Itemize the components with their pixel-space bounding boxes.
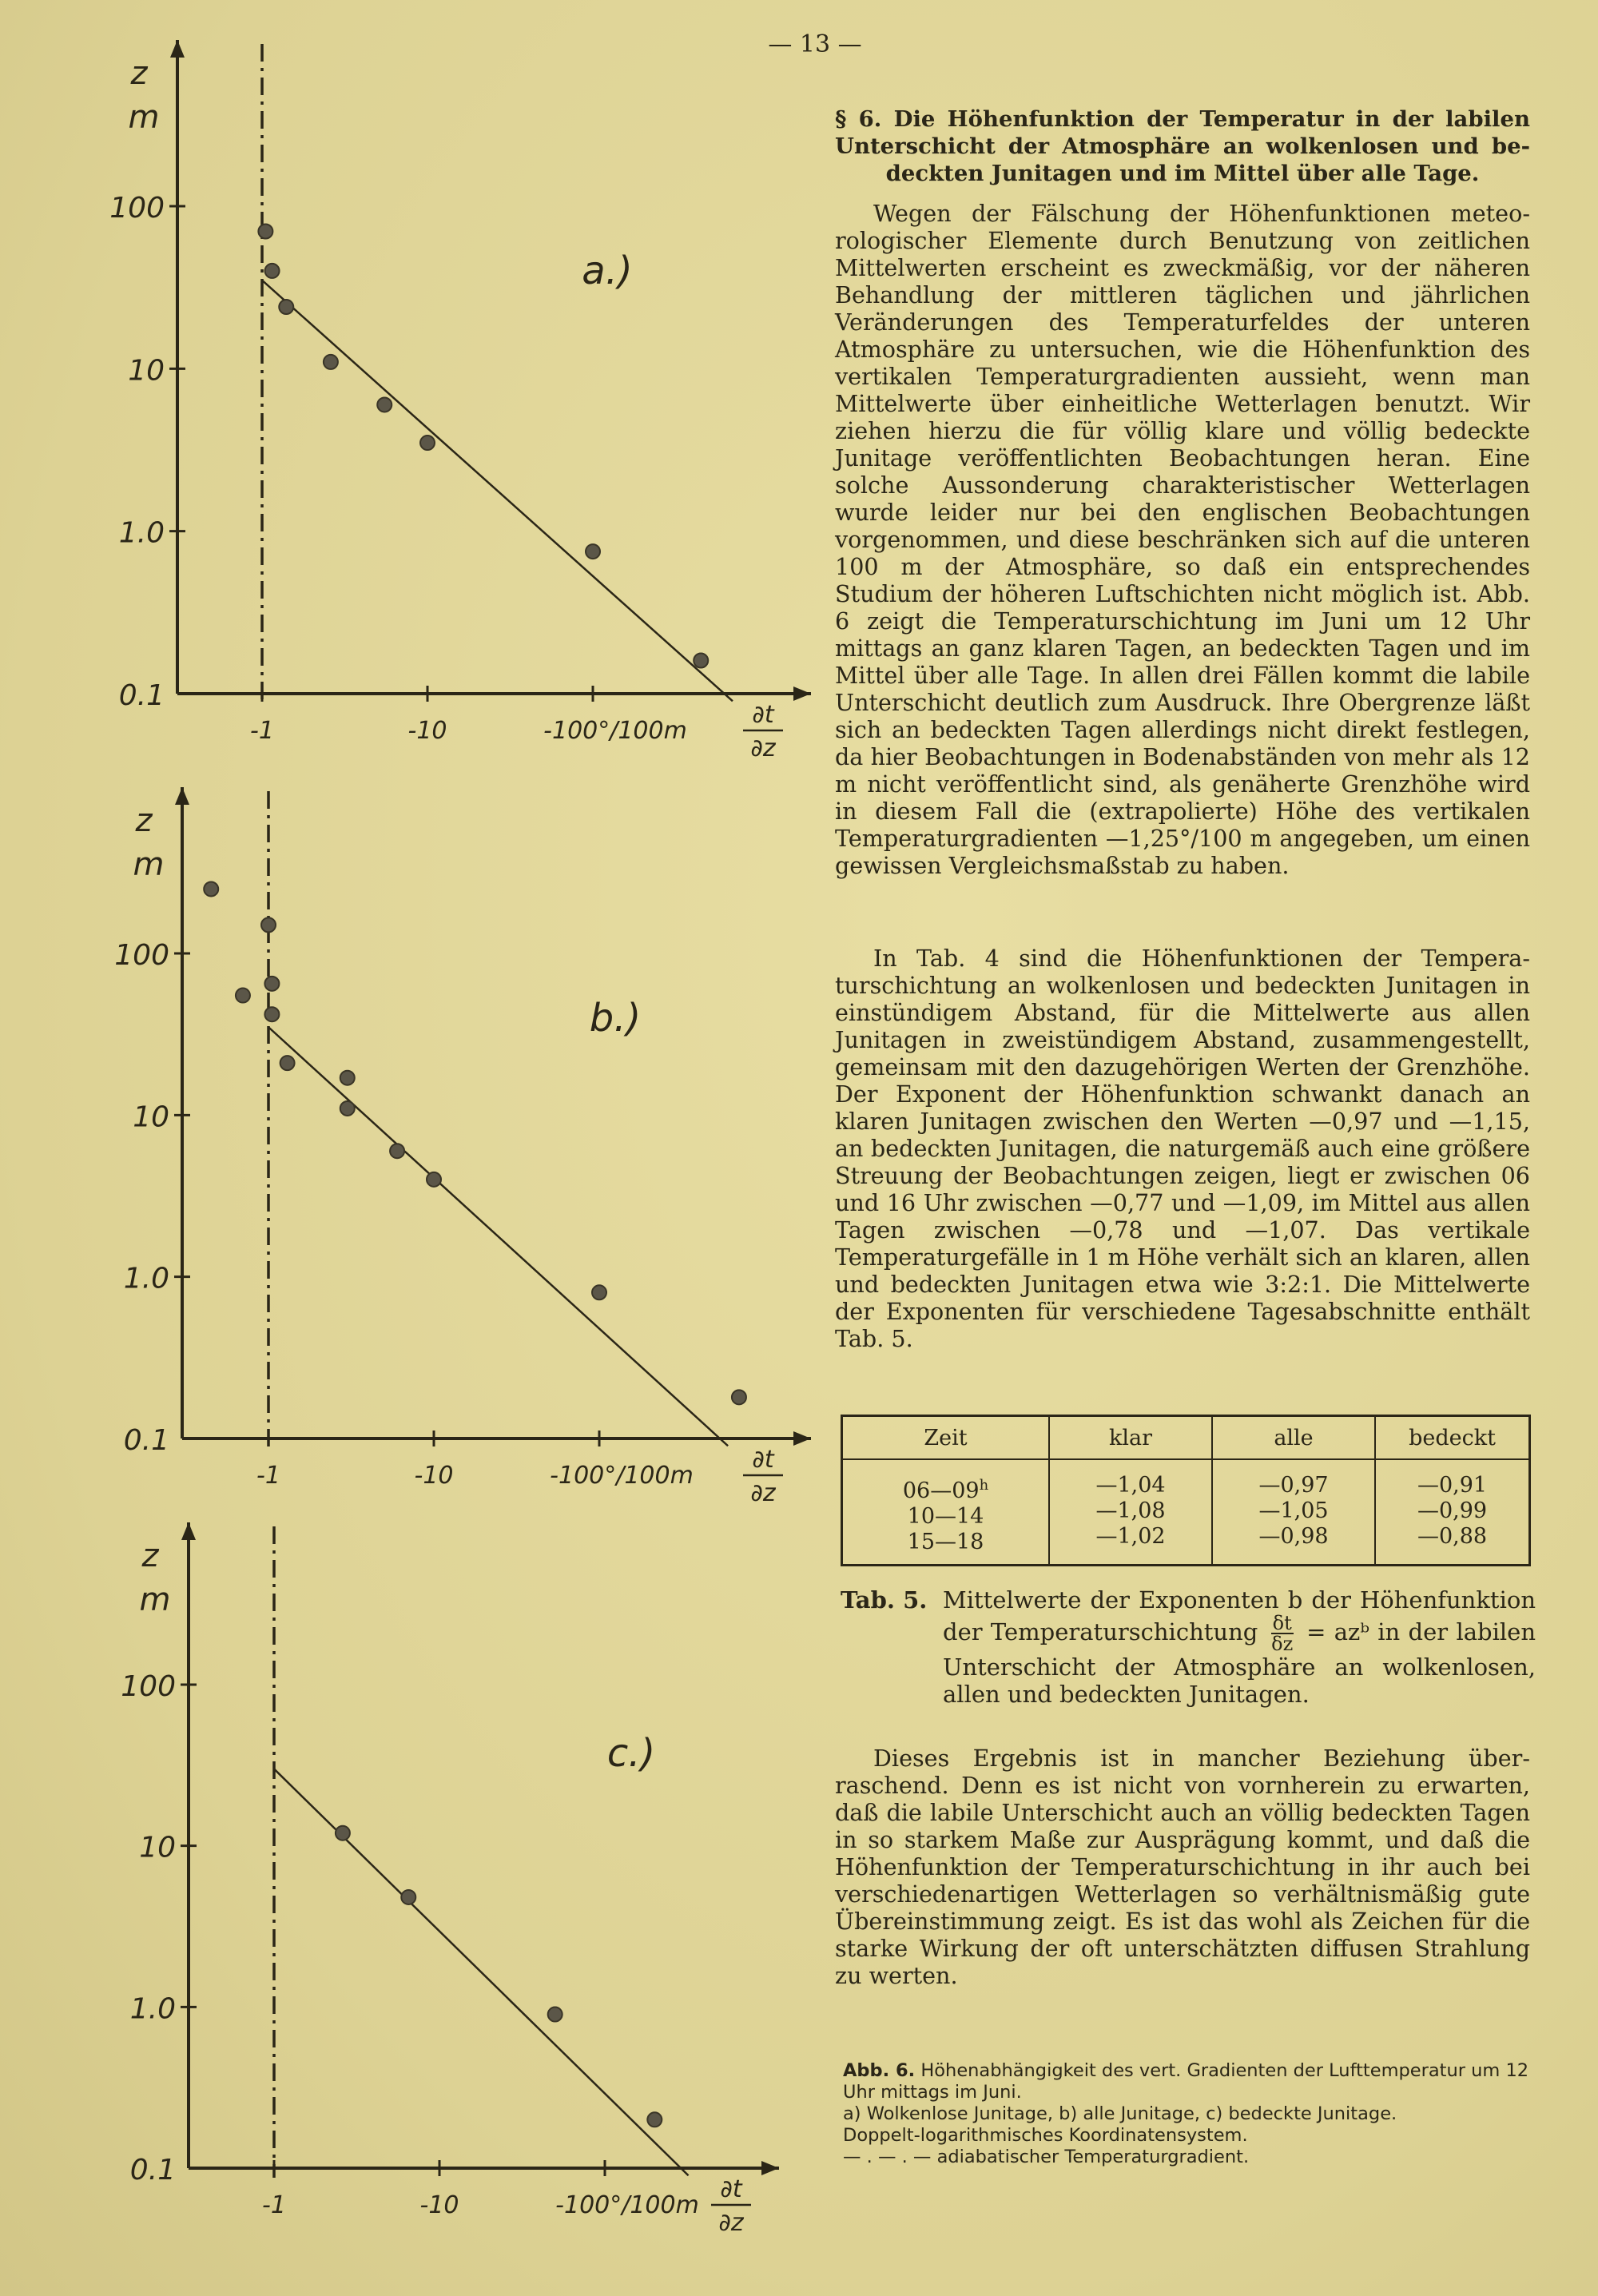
table-cell: —0,98 [1258,1524,1329,1549]
table-cell: 10—14 [907,1504,984,1529]
x-tick-label: -100°/100m [555,2191,699,2219]
table-cell: —0,91 [1417,1473,1488,1498]
y-axis-unit: m [133,846,165,883]
y-axis-label: z [130,55,148,92]
table-cell: 06—09$^h$ [902,1477,989,1503]
table-cell: 15—18 [907,1530,984,1554]
data-point [340,1071,355,1085]
data-point [258,224,272,238]
x-tick-label: -10 [419,2191,459,2219]
table-cell: —0,97 [1258,1473,1329,1498]
section-heading [835,105,1530,187]
figure-caption-line: — . — . — adiabatischer Temperaturgradient. [843,2147,1250,2167]
table-caption-label: Tab. 5. [841,1586,928,1614]
fit-line [262,281,733,702]
data-point [401,1890,415,1904]
y-tick-label: 1.0 [118,516,165,550]
data-point [324,355,338,369]
y-tick-label: 1.0 [123,1262,169,1295]
paragraph-text: Dieses Ergebnis ist in mancher Beziehung überraschend. Denn es ist nicht von vornherein zu erwarten, daß die labile Unterschicht auch an völlig bedeckten Tagen in so starkem Maße zur Ausprägung kommt, und daß die Höhenfunktion der Temperaturschichtung in ihr auch bei verschiedenartigen Wetterlagen so verhältnismäßig gute Übereinstimmung zeigt. Es ist das wohl als Zeichen für die starke Wirkung der oft unterschätzten diffusen Strahlung zu werten. [835,1745,1530,1989]
x-axis-arrow [761,2161,779,2175]
section-heading-line: § 6. Die Höhenfunktion der Temperatur in der labilen [835,106,1530,132]
figure-caption-line: a) Wolkenlose Junitage, b) alle Junitage, c) bedeckte Junitage. [843,2103,1397,2124]
body-paragraph-2 [835,945,1530,1352]
table-header-row [842,1416,1530,1460]
table-header-cell: klar [1049,1416,1212,1460]
y-tick-label: 1.0 [129,1992,176,2026]
table-5-caption [841,1586,1536,1708]
chart-panel-1 [109,40,811,762]
panel-label: c.) [606,1731,656,1776]
x-tick-label: -1 [262,2191,286,2219]
x-axis-arrow [793,1431,811,1446]
data-point [420,436,435,450]
table-cell: —0,99 [1417,1498,1488,1523]
x-tick-label: -100°/100m [543,717,687,745]
data-point [280,1056,295,1070]
x-label-den: ∂z [750,734,776,762]
data-point [236,989,250,1003]
y-axis-label: z [135,802,153,839]
y-tick-label: 0.1 [118,679,165,712]
x-tick-label: -10 [414,1462,454,1490]
y-tick-label: 0.1 [129,2154,176,2187]
data-point [548,2008,562,2022]
data-point [427,1172,441,1187]
data-point [647,2112,662,2127]
data-point [279,300,293,314]
data-point [377,397,392,412]
y-axis-unit: m [128,99,160,136]
table-cell: —1,08 [1095,1498,1166,1523]
table-cell: —0,88 [1417,1524,1488,1549]
paragraph-text: In Tab. 4 sind die Höhenfunktionen der Temperaturschichtung an wolkenlosen und bedeckten Junitagen in einstündigem Abstand, für die Mittelwerte aus allen Junitagen in zweistündigem Abstand, zusammengestellt, gemeinsam mit den dazugehörigen Werten der Grenzhöhe. Der Exponent der Höhenfunktion schwankt danach an klaren Junitagen zwischen den Werten —0,97 und —1,15, an bedeckten Junitagen, die naturgemäß auch eine größere Streuung der Beobachtungen zeigen, liegt er zwischen 06 und 16 Uhr zwischen —0,77 und —1,09, im Mittel aus allen Tagen zwischen —0,78 und —1,07. Das vertikale Temperaturgefälle in 1 m Höhe verhält sich an klaren, allen und bedeckten Junitagen etwa wie 3:2:1. Die Mittelwerte der Exponenten für verschiedene Tagesabschnitte enthält Tab. 5. [835,945,1530,1352]
x-label-num: ∂t [752,701,774,729]
x-axis-arrow [793,686,811,701]
y-tick-label: 100 [109,192,165,225]
data-point [732,1390,746,1404]
x-axis-label [743,701,783,762]
paragraph-text: Wegen der Fälschung der Höhenfunktionen meteorologischer Elemente durch Benutzung von zeitlichen Mittelwerten erscheint es zweckmäßig, vor der näheren Behandlung der mittleren täglichen und jährlichen Veränderungen des Temperaturfeldes der unteren Atmosphäre zu untersuchen, wie die Höhenfunktion des vertikalen Temperaturgradienten aussieht, wenn man Mittelwerte über einheitliche Wetterlagen benutzt. Wir ziehen hierzu die für völlig klare und völlig bedeckte Junitage veröffentlichten Beobachtungen heran. Eine solche Aussonderung charakteristischer Wetterlagen wurde leider nur bei den englischen Beobachtungen vorgenommen, und diese beschränken sich auf die unteren 100 m der Atmosphäre, so daß ein entsprechendes Studium der höheren Luftschichten nicht möglich ist. Abb. 6 zeigt die Temperaturschichtung im Juni um 12 Uhr mittags an ganz klaren Tagen, an bedeckten Tagen und im Mittel über alle Tage. In allen drei Fällen kommt die labile Unterschicht deutlich zum Ausdruck. Ihre Obergrenze läßt sich an bedeckten Tagen allerdings nicht direkt festlegen, da hier Beobachtungen in Bodenabständen von mehr als 12 m nicht veröffentlicht sind, als genäherte Grenzhöhe wird in diesem Fall die (extrapolierte) Höhe des vertikalen Temperaturgradienten —1,25°/100 m angegeben, um einen gewissen Vergleichsmaßstab zu haben. [835,200,1530,879]
figure-caption-line: Doppelt-logarithmisches Koordinatensystem. [843,2125,1248,2146]
data-point [390,1144,404,1158]
y-tick-label: 10 [128,354,165,388]
data-point [265,264,280,278]
x-tick-label: -100°/100m [550,1462,694,1490]
x-label-den: ∂z [750,1479,776,1507]
formula: = azᵇ [1306,1618,1369,1645]
y-axis-arrow [175,787,189,805]
x-label-den: ∂z [718,2209,744,2237]
x-tick-label: -10 [407,717,447,745]
y-tick-label: 0.1 [123,1424,169,1457]
y-axis-unit: m [139,1582,171,1618]
table-header-cell: bedeckt [1375,1416,1530,1460]
data-point [264,977,279,991]
x-tick-label: -1 [256,1462,280,1490]
body-paragraph-3 [835,1745,1530,1989]
figure-caption [843,2060,1538,2168]
x-label-num: ∂t [752,1446,774,1474]
table-5 [841,1415,1531,1566]
table-col-bedeckt [1375,1459,1530,1566]
caption-text: in der labilen Unterschicht der Atmosphäre an wolkenlosen, allen und bedeckten Junitagen. [943,1618,1536,1708]
table-cell: —1,04 [1095,1473,1166,1498]
y-axis-arrow [170,40,185,58]
figure-caption-line: Höhenabhängigkeit des vert. Gradienten der Lufttemperatur um 12 Uhr mittags im Juni. [843,2060,1529,2103]
x-label-num: ∂t [720,2175,742,2203]
y-axis-label: z [141,1538,159,1574]
x-axis-label [743,1446,783,1507]
section-heading-line: deckten Junitagen und im Mittel über alle Tage. [885,161,1480,186]
table-col-alle [1212,1459,1375,1566]
table-header-cell: alle [1212,1416,1375,1460]
chart-panel-3 [121,1522,779,2237]
fraction: $\frac{\delta t}{\delta z}$ [1271,1612,1294,1655]
y-tick-label: 10 [133,1100,169,1134]
panel-label: a.) [582,249,633,293]
data-point [204,881,218,896]
data-point [586,544,600,559]
y-tick-label: 100 [121,1670,176,1703]
data-point [340,1101,355,1116]
data-point [694,653,708,667]
panel-label: b.) [589,996,642,1041]
table-body [842,1459,1530,1566]
y-tick-label: 100 [114,939,169,972]
figure-caption-label: Abb. 6. [843,2060,916,2081]
x-tick-label: -1 [250,717,274,745]
data-point [264,1007,279,1021]
data-point [592,1285,606,1299]
data-point [261,917,276,932]
caption-text: Mittelwerte der Exponenten b der Höhenfunktion der Temperaturschichtung [943,1586,1536,1645]
section-heading-line: Unterschicht der Atmosphäre an wolkenlosen und be- [835,133,1530,159]
table-cell: —1,05 [1258,1498,1329,1523]
table-cell: —1,02 [1095,1524,1166,1549]
y-tick-label: 10 [139,1831,176,1864]
body-paragraph-1 [835,200,1530,879]
page-number: — 13 — [768,30,862,58]
y-axis-arrow [181,1522,196,1540]
fit-line [268,1027,728,1446]
table-header-cell: Zeit [842,1416,1050,1460]
data-point [336,1826,350,1840]
table-col-klar [1049,1459,1212,1566]
chart-panel-2 [114,787,811,1507]
x-axis-label [711,2175,751,2237]
table-col-zeit [842,1459,1050,1566]
